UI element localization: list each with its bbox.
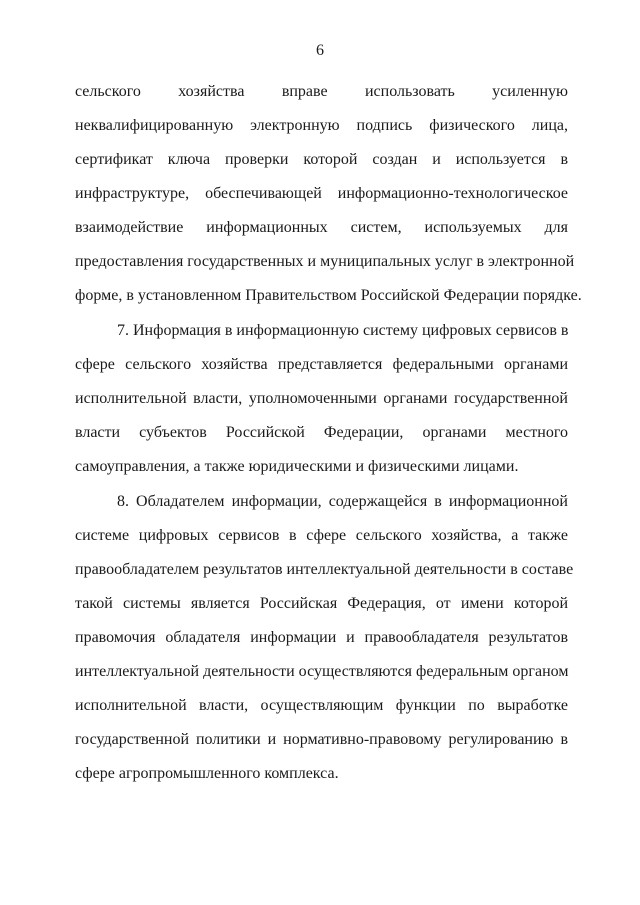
text-line: такой системы является Российская Федерация, от имени которой — [75, 595, 568, 612]
text-line: интеллектуальной деятельности осуществляются федеральным органом — [75, 663, 569, 680]
text-line: правомочия обладателя информации и правообладателя результатов — [75, 629, 568, 646]
page-number: 6 — [316, 42, 324, 59]
text-line: правообладателем результатов интеллектуальной деятельности в составе — [75, 561, 574, 578]
text-line: взаимодействие информационных систем, используемых для — [75, 219, 568, 236]
text-line: сфере сельского хозяйства представляется федеральными органами — [75, 356, 568, 373]
text-line: исполнительной власти, уполномоченными органами государственной — [75, 390, 568, 407]
text-line: государственной политики и нормативно-правовому регулированию в — [75, 731, 568, 748]
text-line: инфраструктуре, обеспечивающей информационно-технологическое — [75, 185, 568, 202]
text-line: предоставления государственных и муниципальных услуг в электронной — [75, 253, 575, 270]
paragraph-8-first-line: 8. Обладателем информации, содержащейся в информационной — [117, 493, 568, 510]
text-line: власти субъектов Российской Федерации, органами местного — [75, 424, 568, 441]
text-line: неквалифицированную электронную подпись физического лица, — [75, 117, 568, 134]
text-line: исполнительной власти, осуществляющим функции по выработке — [75, 697, 568, 714]
text-line: сфере агропромышленного комплекса. — [75, 765, 339, 782]
text-line: самоуправления, а также юридическими и физическими лицами. — [75, 458, 519, 475]
text-line: сертификат ключа проверки которой создан и используется в — [75, 151, 568, 168]
paragraph-7-first-line: 7. Информация в информационную систему цифровых сервисов в — [117, 322, 569, 339]
text-line: форме, в установленном Правительством Российской Федерации порядке. — [75, 287, 582, 304]
text-line: системе цифровых сервисов в сфере сельского хозяйства, а также — [75, 527, 568, 544]
text-line: сельского хозяйства вправе использовать усиленную — [75, 83, 568, 100]
